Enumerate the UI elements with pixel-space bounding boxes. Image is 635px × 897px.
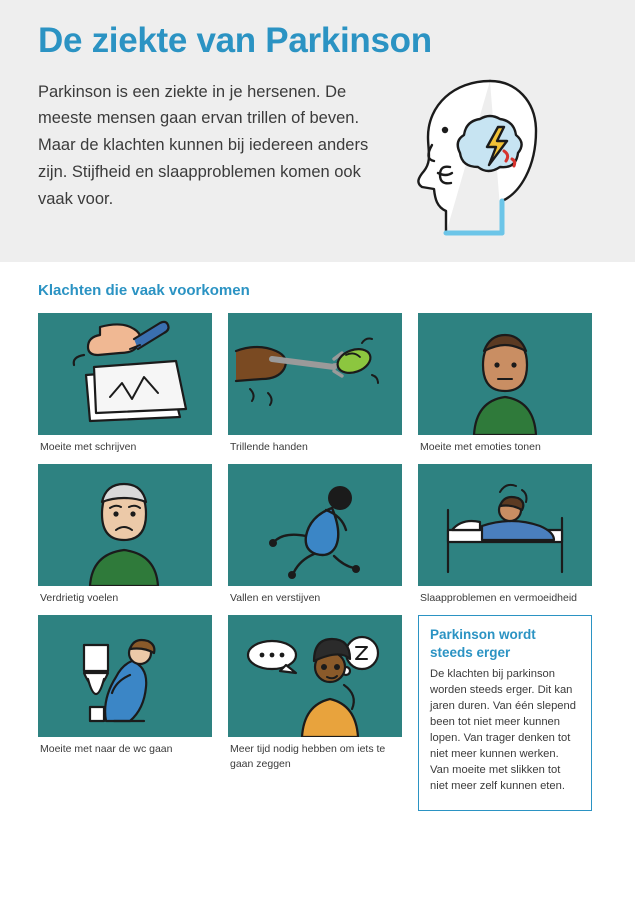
symptom-card[interactable]	[38, 464, 212, 605]
person-at-toilet-icon	[38, 615, 212, 737]
symptom-caption: Meer tijd nodig hebben om iets te gaan zeggen	[230, 743, 386, 770]
person-falling-icon	[228, 464, 402, 586]
symptom-card[interactable]	[418, 464, 592, 605]
hand-holding-fork-trembling-icon	[228, 313, 402, 435]
symptom-card[interactable]	[38, 615, 212, 811]
footer-spacer	[38, 811, 597, 851]
symptom-card[interactable]	[228, 464, 402, 605]
sad-person-icon	[38, 464, 212, 586]
person-blank-face-icon	[418, 313, 592, 435]
info-box-body: De klachten bij parkinson worden steeds erger. Dit kan jaren duren. Van één slepend been tot niet meer kunnen lopen. Van trager denken tot niet meer kunnen werken. Van moeite met slikken tot niet meer zelf kunnen eten.	[430, 668, 576, 792]
person-speech-bubble-thinking-icon	[228, 615, 402, 737]
symptom-caption: Trillende handen	[230, 441, 308, 453]
symptom-caption: Moeite met emoties tonen	[420, 441, 541, 453]
symptom-card[interactable]	[228, 313, 402, 454]
page-header	[0, 0, 635, 262]
main-content	[0, 262, 635, 851]
symptom-caption: Verdrietig voelen	[40, 592, 119, 605]
info-box-title: Parkinson wordt steeds erger	[430, 627, 536, 660]
symptom-caption: Moeite met schrijven	[40, 441, 137, 453]
person-awake-in-bed-icon	[418, 464, 592, 586]
hand-writing-with-pen-icon	[38, 313, 212, 435]
symptom-caption: Vallen en verstijven	[230, 592, 321, 605]
head-with-brain-lightning-icon	[394, 75, 544, 245]
symptom-card[interactable]	[38, 313, 212, 454]
symptom-grid	[38, 313, 597, 811]
page-title: De ziekte van Parkinson	[38, 21, 432, 60]
intro-paragraph: Parkinson is een ziekte in je hersenen. De meeste mensen gaan ervan trillen of beven. Maar de klachten kunnen bij iedereen anders zijn. Stijfheid en slaapproblemen komen ook vaak voor.	[38, 82, 369, 209]
symptom-card[interactable]	[418, 313, 592, 454]
section-title: Klachten die vaak voorkomen	[38, 282, 250, 299]
symptom-card[interactable]	[228, 615, 402, 811]
symptom-caption: Slaapproblemen en vermoeidheid	[420, 592, 578, 605]
info-box	[418, 615, 592, 811]
intro-section	[38, 77, 597, 245]
symptom-caption: Moeite met naar de wc gaan	[40, 743, 173, 756]
